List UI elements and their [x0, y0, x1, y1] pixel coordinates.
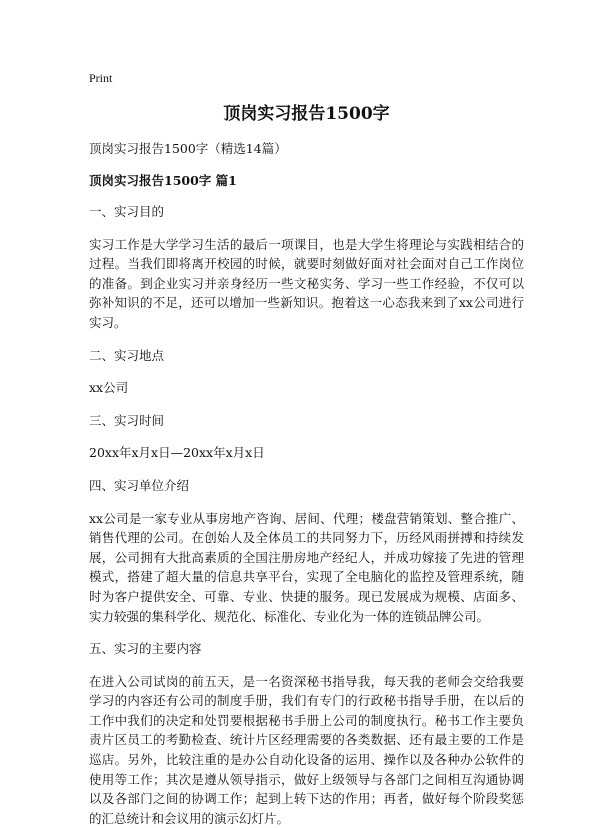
heading-company-intro: 四、实习单位介绍: [89, 477, 190, 493]
paragraph-company-intro: xx公司是一家专业从事房地产咨询、居间、代理；楼盘营销策划、整合推广、销售代理的公司。在创始人及全体员工的共同努力下，历经风雨拼搏和持续发展，公司拥有大批高素质的全国注册房地产经纪人，并成功嫁接了先进的管理模式，搭建了超大量的信息共享平台，实现了全电脑化的监控及管理系统，随时为客户提供安全、可靠、专业、快捷的服务。现已发展成为规模、店面多、实力较强的集科学化、规范化、标准化、专业化为一体的连锁品牌公司。: [89, 510, 524, 624]
document-subtitle: 顶岗实习报告1500字（精选14篇）: [89, 141, 287, 156]
document-body: [89, 202, 524, 828]
paragraph-main-content: 在进入公司试岗的前五天，是一名资深秘书指导我，每天我的老师会交给我要学习的内容还有公司的制度手册，我们有专门的行政秘书指导手册，在以后的工作中我们的决定和处罚要根据秘书手册上公司的制度执行。秘书工作主要负责片区员工的考勤检查、统计片区经理需要的各类数据、还有最主要的工作是巡店。另外，比较注重的是办公自动化设备的运用、操作以及各种办公软件的使用等工作；其次是遵从领导指示，做好上级领导与各部门之间相互沟通协调以及各部门之间的协调工作；起到上转下达的作用；再者，做好每个阶段奖惩的汇总统计和会议用的演示幻灯片。: [89, 673, 524, 826]
paragraph-location: xx公司: [89, 380, 129, 396]
page-title: 顶岗实习报告1500字: [223, 104, 390, 124]
paragraph-time: 20xx年x月x日—20xx年x月x日: [89, 445, 265, 461]
print-label: Print: [89, 71, 113, 85]
heading-purpose: 一、实习目的: [89, 204, 165, 219]
paragraph-purpose: 实习工作是大学学习生活的最后一项课目，也是大学生将理论与实践相结合的过程。当我们即将离开校园的时候，就要时刻做好面对社会面对自己工作岗位的准备。到企业实习并亲身经历一些文秘实务、学习一些工作经验，不仅可以弥补知识的不足，还可以增加一些新知识。抱着这一心态我来到了xx公司进行实习。: [89, 236, 524, 330]
heading-time: 三、实习时间: [89, 412, 165, 428]
heading-location: 二、实习地点: [89, 347, 165, 363]
heading-main-content: 五、实习的主要内容: [89, 641, 202, 657]
section-title: 顶岗实习报告1500字 篇1: [89, 173, 237, 188]
